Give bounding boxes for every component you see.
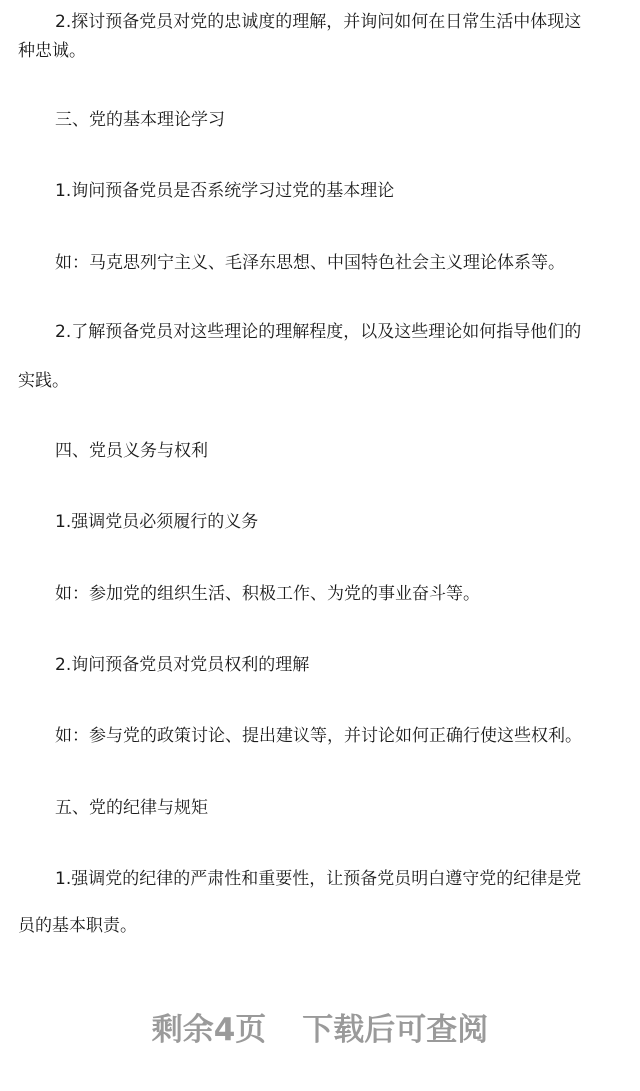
paragraph-line: 2.询问预备党员对党员权利的理解 [55, 655, 310, 675]
section-heading: 三、党的基本理论学习 [55, 110, 225, 130]
section-heading: 五、党的纪律与规矩 [55, 798, 208, 818]
remaining-pages-label: 剩余4页 [151, 1012, 267, 1048]
paragraph-line: 1.询问预备党员是否系统学习过党的基本理论 [55, 181, 395, 201]
paragraph-line: 如：参加党的组织生活、积极工作、为党的事业奋斗等。 [55, 584, 480, 604]
download-to-view-label: 下载后可查阅 [302, 1012, 489, 1048]
paragraph-line: 1.强调党员必须履行的义务 [55, 512, 259, 532]
paragraph-line: 1.强调党的纪律的严肃性和重要性，让预备党员明白遵守党的纪律是党 [55, 869, 582, 889]
section-heading: 四、党员义务与权利 [55, 441, 208, 461]
paragraph-line: 如：马克思列宁主义、毛泽东思想、中国特色社会主义理论体系等。 [55, 253, 565, 273]
paragraph-line: 种忠诚。 [18, 41, 86, 61]
paragraph-line: 如：参与党的政策讨论、提出建议等，并讨论如何正确行使这些权利。 [55, 726, 582, 746]
download-prompt[interactable] [0, 1008, 640, 1052]
paragraph-line: 2.探讨预备党员对党的忠诚度的理解，并询问如何在日常生活中体现这 [55, 12, 582, 32]
paragraph-line: 员的基本职责。 [18, 916, 137, 936]
paragraph-line: 实践。 [18, 371, 69, 391]
paragraph-line: 2.了解预备党员对这些理论的理解程度，以及这些理论如何指导他们的 [55, 322, 582, 342]
